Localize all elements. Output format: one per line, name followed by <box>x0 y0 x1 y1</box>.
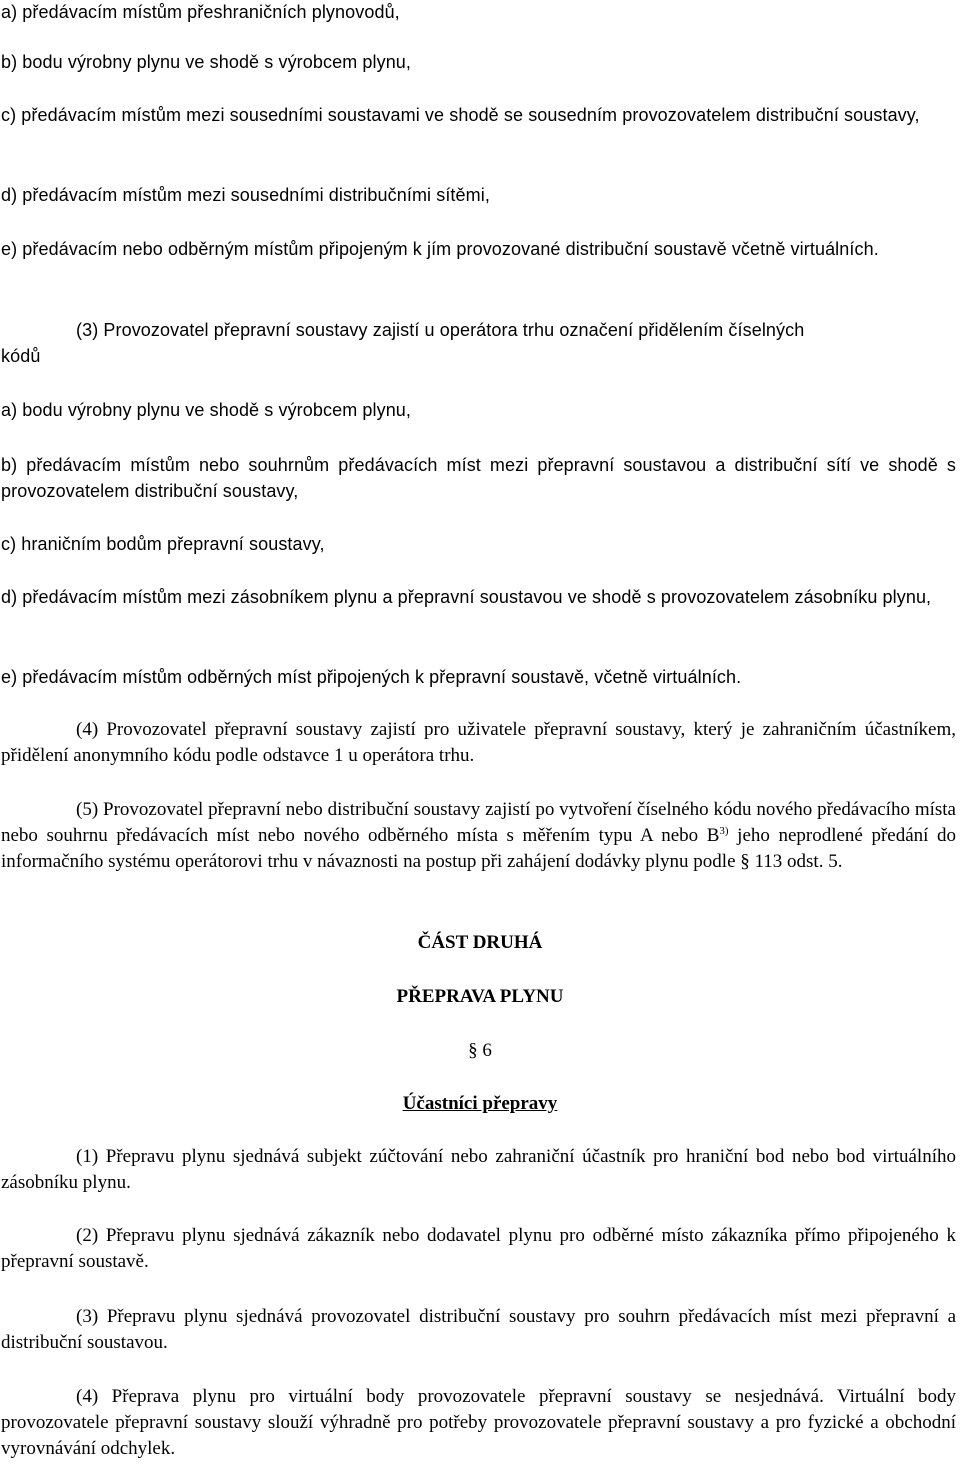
list-item-top-b: b) bodu výrobny plynu ve shodě s výrobcem plynu, <box>1 52 412 72</box>
list-item-mid-c: c) hraničním bodům přepravní soustavy, <box>1 534 325 554</box>
section6-paragraph-3: (3) Přepravu plynu sjednává provozovatel distribuční soustavy pro souhrn předávacích míst mezi přepravní a distribuční soustavou. <box>1 1306 956 1353</box>
section6-paragraph-4: (4) Přeprava plynu pro virtuální body provozovatele přepravní soustavy se nesjednává. Virtuální body provozovatele přepravní soustavy slouží výhradně pro potřeby provozovatele přepravní soustavy a pro fyzické a obchodní vyrovnávání odchylek. <box>1 1386 956 1459</box>
paragraph-3: (3) Provozovatel přepravní soustavy zajistí u operátora trhu označení přidělením číselných <box>76 320 805 340</box>
paragraph-4: (4) Provozovatel přepravní soustavy zajistí pro uživatele přepravní soustavy, který je zahraničním účastníkem, přidělení anonymního kódu podle odstavce 1 u operátora trhu. <box>1 719 956 766</box>
list-item-mid-b: b) předávacím místům nebo souhrnům předávacích míst mezi přepravní soustavou a distribuční sítí ve shodě s provozovatelem distribuční soustavy, <box>1 455 956 501</box>
list-item-top-d: d) předávacím místům mezi sousedními distribučními sítěmi, <box>1 185 490 205</box>
list-item-mid-d: d) předávacím místům mezi zásobníkem plynu a přepravní soustavou ve shodě s provozovatelem zásobníku plynu, <box>1 587 932 607</box>
list-item-top-e: e) předávacím nebo odběrným místům připojeným k jím provozované distribuční soustavě včetně virtuálních. <box>1 239 879 259</box>
list-item-top-a: a) předávacím místům přeshraničních plynovodů, <box>1 2 400 22</box>
part-heading: ČÁST DRUHÁ <box>417 932 543 953</box>
list-item-mid-e: e) předávacím místům odběrných míst připojených k přepravní soustavě, včetně virtuálních. <box>1 667 742 687</box>
list-item-top-c: c) předávacím místům mezi sousedními soustavami ve shodě se sousedním provozovatelem distribuční soustavy, <box>1 105 920 125</box>
paragraph-5 <box>1 797 956 875</box>
section-title: Účastníci přepravy <box>402 1093 558 1114</box>
paragraph-3-continuation: kódů <box>1 346 41 366</box>
section6-paragraph-2: (2) Přepravu plynu sjednává zákazník nebo dodavatel plynu pro odběrné místo zákazníka přímo připojeného k přepravní soustavě. <box>1 1225 956 1272</box>
section-number: § 6 <box>468 1040 492 1061</box>
list-item-mid-a: a) bodu výrobny plynu ve shodě s výrobcem plynu, <box>1 400 412 420</box>
part-title: PŘEPRAVA PLYNU <box>396 986 564 1007</box>
footnote-ref: 3) <box>719 825 729 837</box>
paragraph-5-text-end: jeho neprodlené předání do informačního systému operátorovi trhu v návaznosti na postup při zahájení dodávky plynu podle § 113 odst. 5. <box>1 825 957 872</box>
section6-paragraph-1: (1) Přepravu plynu sjednává subjekt zúčtování nebo zahraniční účastník pro hraniční bod nebo bod virtuálního zásobníku plynu. <box>1 1146 956 1193</box>
paragraph-5-text-start: (5) Provozovatel přepravní nebo distribuční soustavy zajistí po vytvoření číselného kódu nového předávacího místa nebo souhrnu předávacích míst nebo nového odběrného místa s měřením typu A nebo B <box>1 799 956 846</box>
